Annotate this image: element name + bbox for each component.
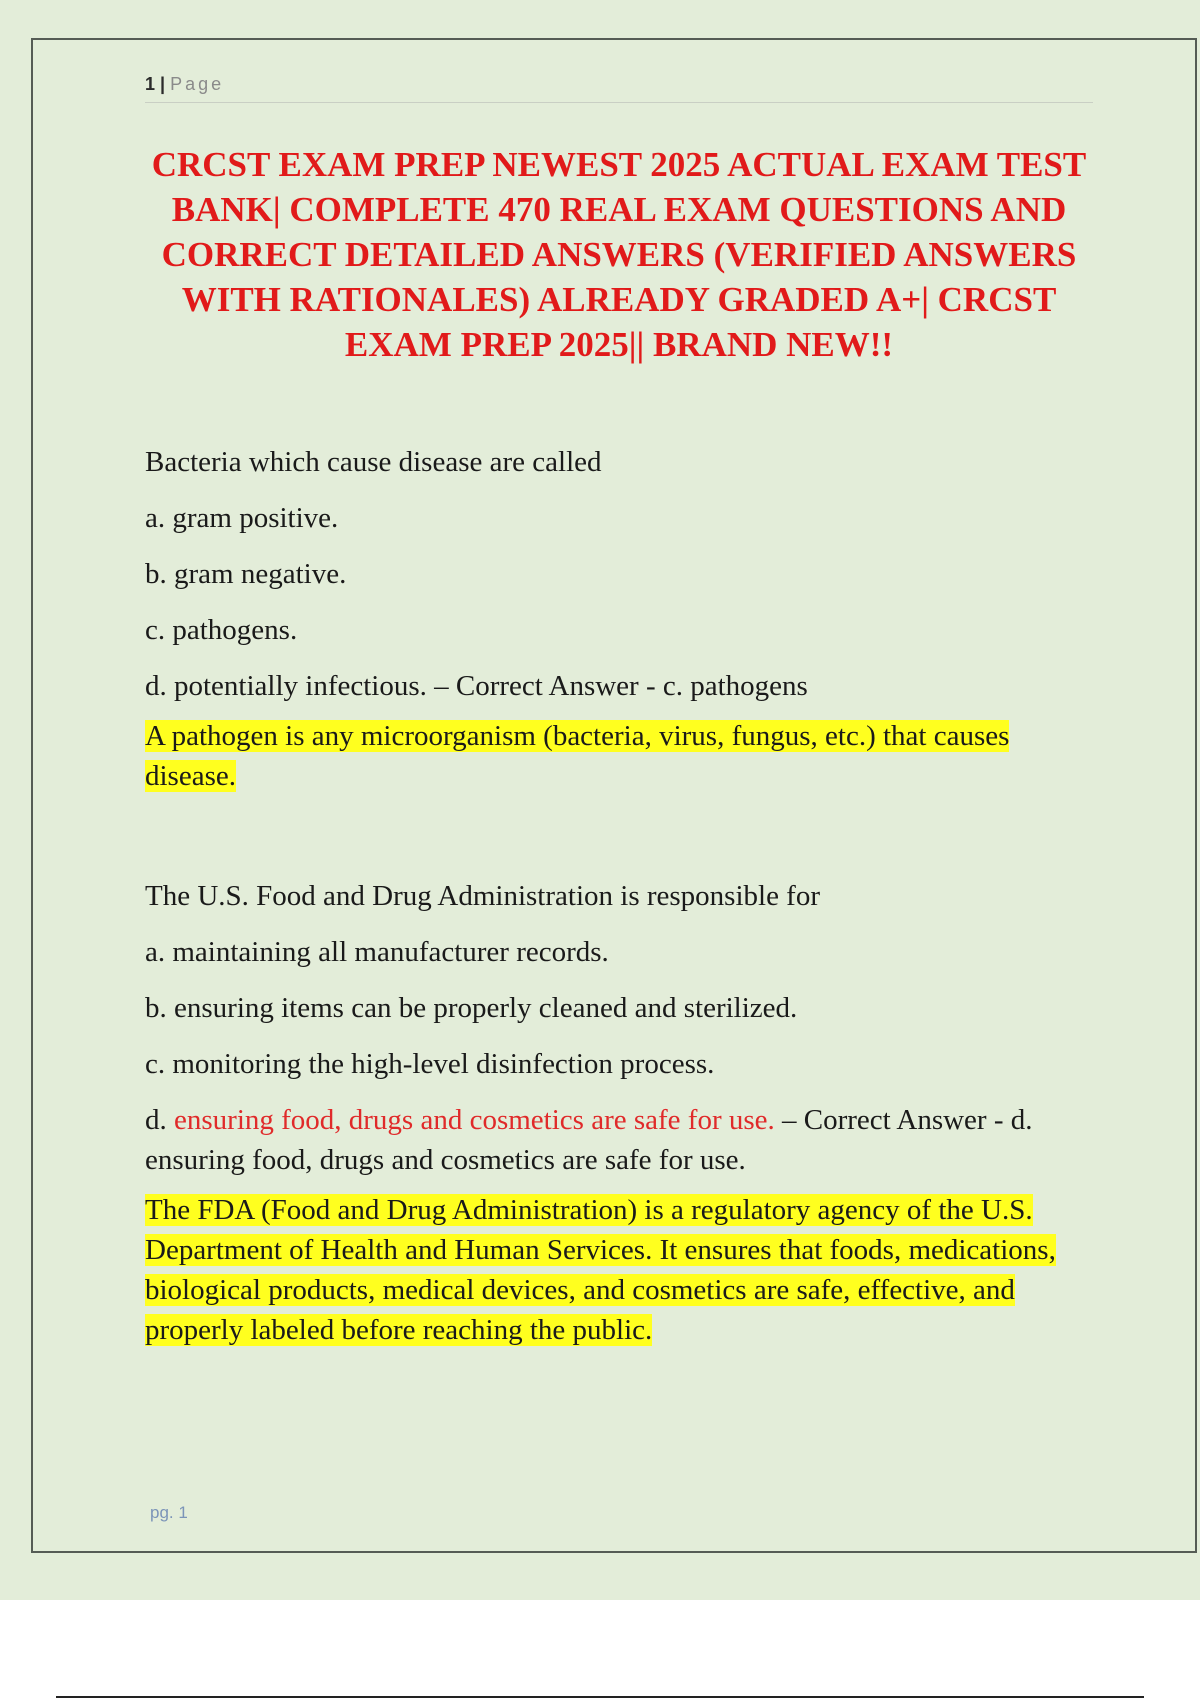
option-b: b. gram negative. [145, 558, 347, 590]
header-page-word: Page [170, 74, 225, 94]
option-c: c. pathogens. [145, 614, 298, 646]
rationale [145, 1190, 1085, 1350]
question-stem: Bacteria which cause disease are called [145, 446, 602, 478]
rationale [145, 716, 1085, 796]
page-footer: pg. 1 [150, 1503, 188, 1522]
header-page-number: 1 [145, 74, 156, 94]
option-d-with-answer [145, 1100, 1085, 1180]
question-stem: The U.S. Food and Drug Administration is responsible for [145, 880, 821, 912]
bottom-divider [56, 1696, 1144, 1698]
rationale-text: The FDA (Food and Drug Administration) is a regulatory agency of the U.S. Department of Health and Human Services. It ensures that foods, medications, biological products, medical devices, and cosmetics are safe, effective, and properly labeled before reaching the public. [145, 1194, 1056, 1346]
correct-answer: – Correct Answer - d. ensuring food, drugs and cosmetics are safe for use. [145, 1104, 1033, 1176]
option-a: a. gram positive. [145, 502, 339, 534]
correct-answer: – Correct Answer - c. pathogens [426, 670, 808, 702]
page-header [145, 74, 1093, 103]
question-block-1 [145, 442, 1085, 796]
option-c: c. monitoring the high-level disinfection process. [145, 1048, 715, 1080]
rationale-text: A pathogen is any microorganism (bacteria, virus, fungus, etc.) that causes disease. [145, 720, 1010, 792]
option-d-highlight: ensuring food, drugs and cosmetics are safe for use. [174, 1104, 775, 1136]
option-d: d. potentially infectious. [145, 670, 427, 702]
option-a: a. maintaining all manufacturer records. [145, 936, 609, 968]
document-title: CRCST EXAM PREP NEWEST 2025 ACTUAL EXAM TEST BANK| COMPLETE 470 REAL EXAM QUESTIONS AND CORRECT DETAILED ANSWERS (VERIFIED ANSWERS WITH RATIONALES) ALREADY GRADED A+| CRCST EXAM PREP 2025|| BRAND NEW!! [151, 145, 1087, 364]
option-b: b. ensuring items can be properly cleaned and sterilized. [145, 992, 798, 1024]
header-separator: | [160, 74, 166, 94]
option-d-with-answer [145, 666, 1085, 706]
question-block-2 [145, 876, 1085, 1350]
option-d: d. [145, 1104, 174, 1136]
